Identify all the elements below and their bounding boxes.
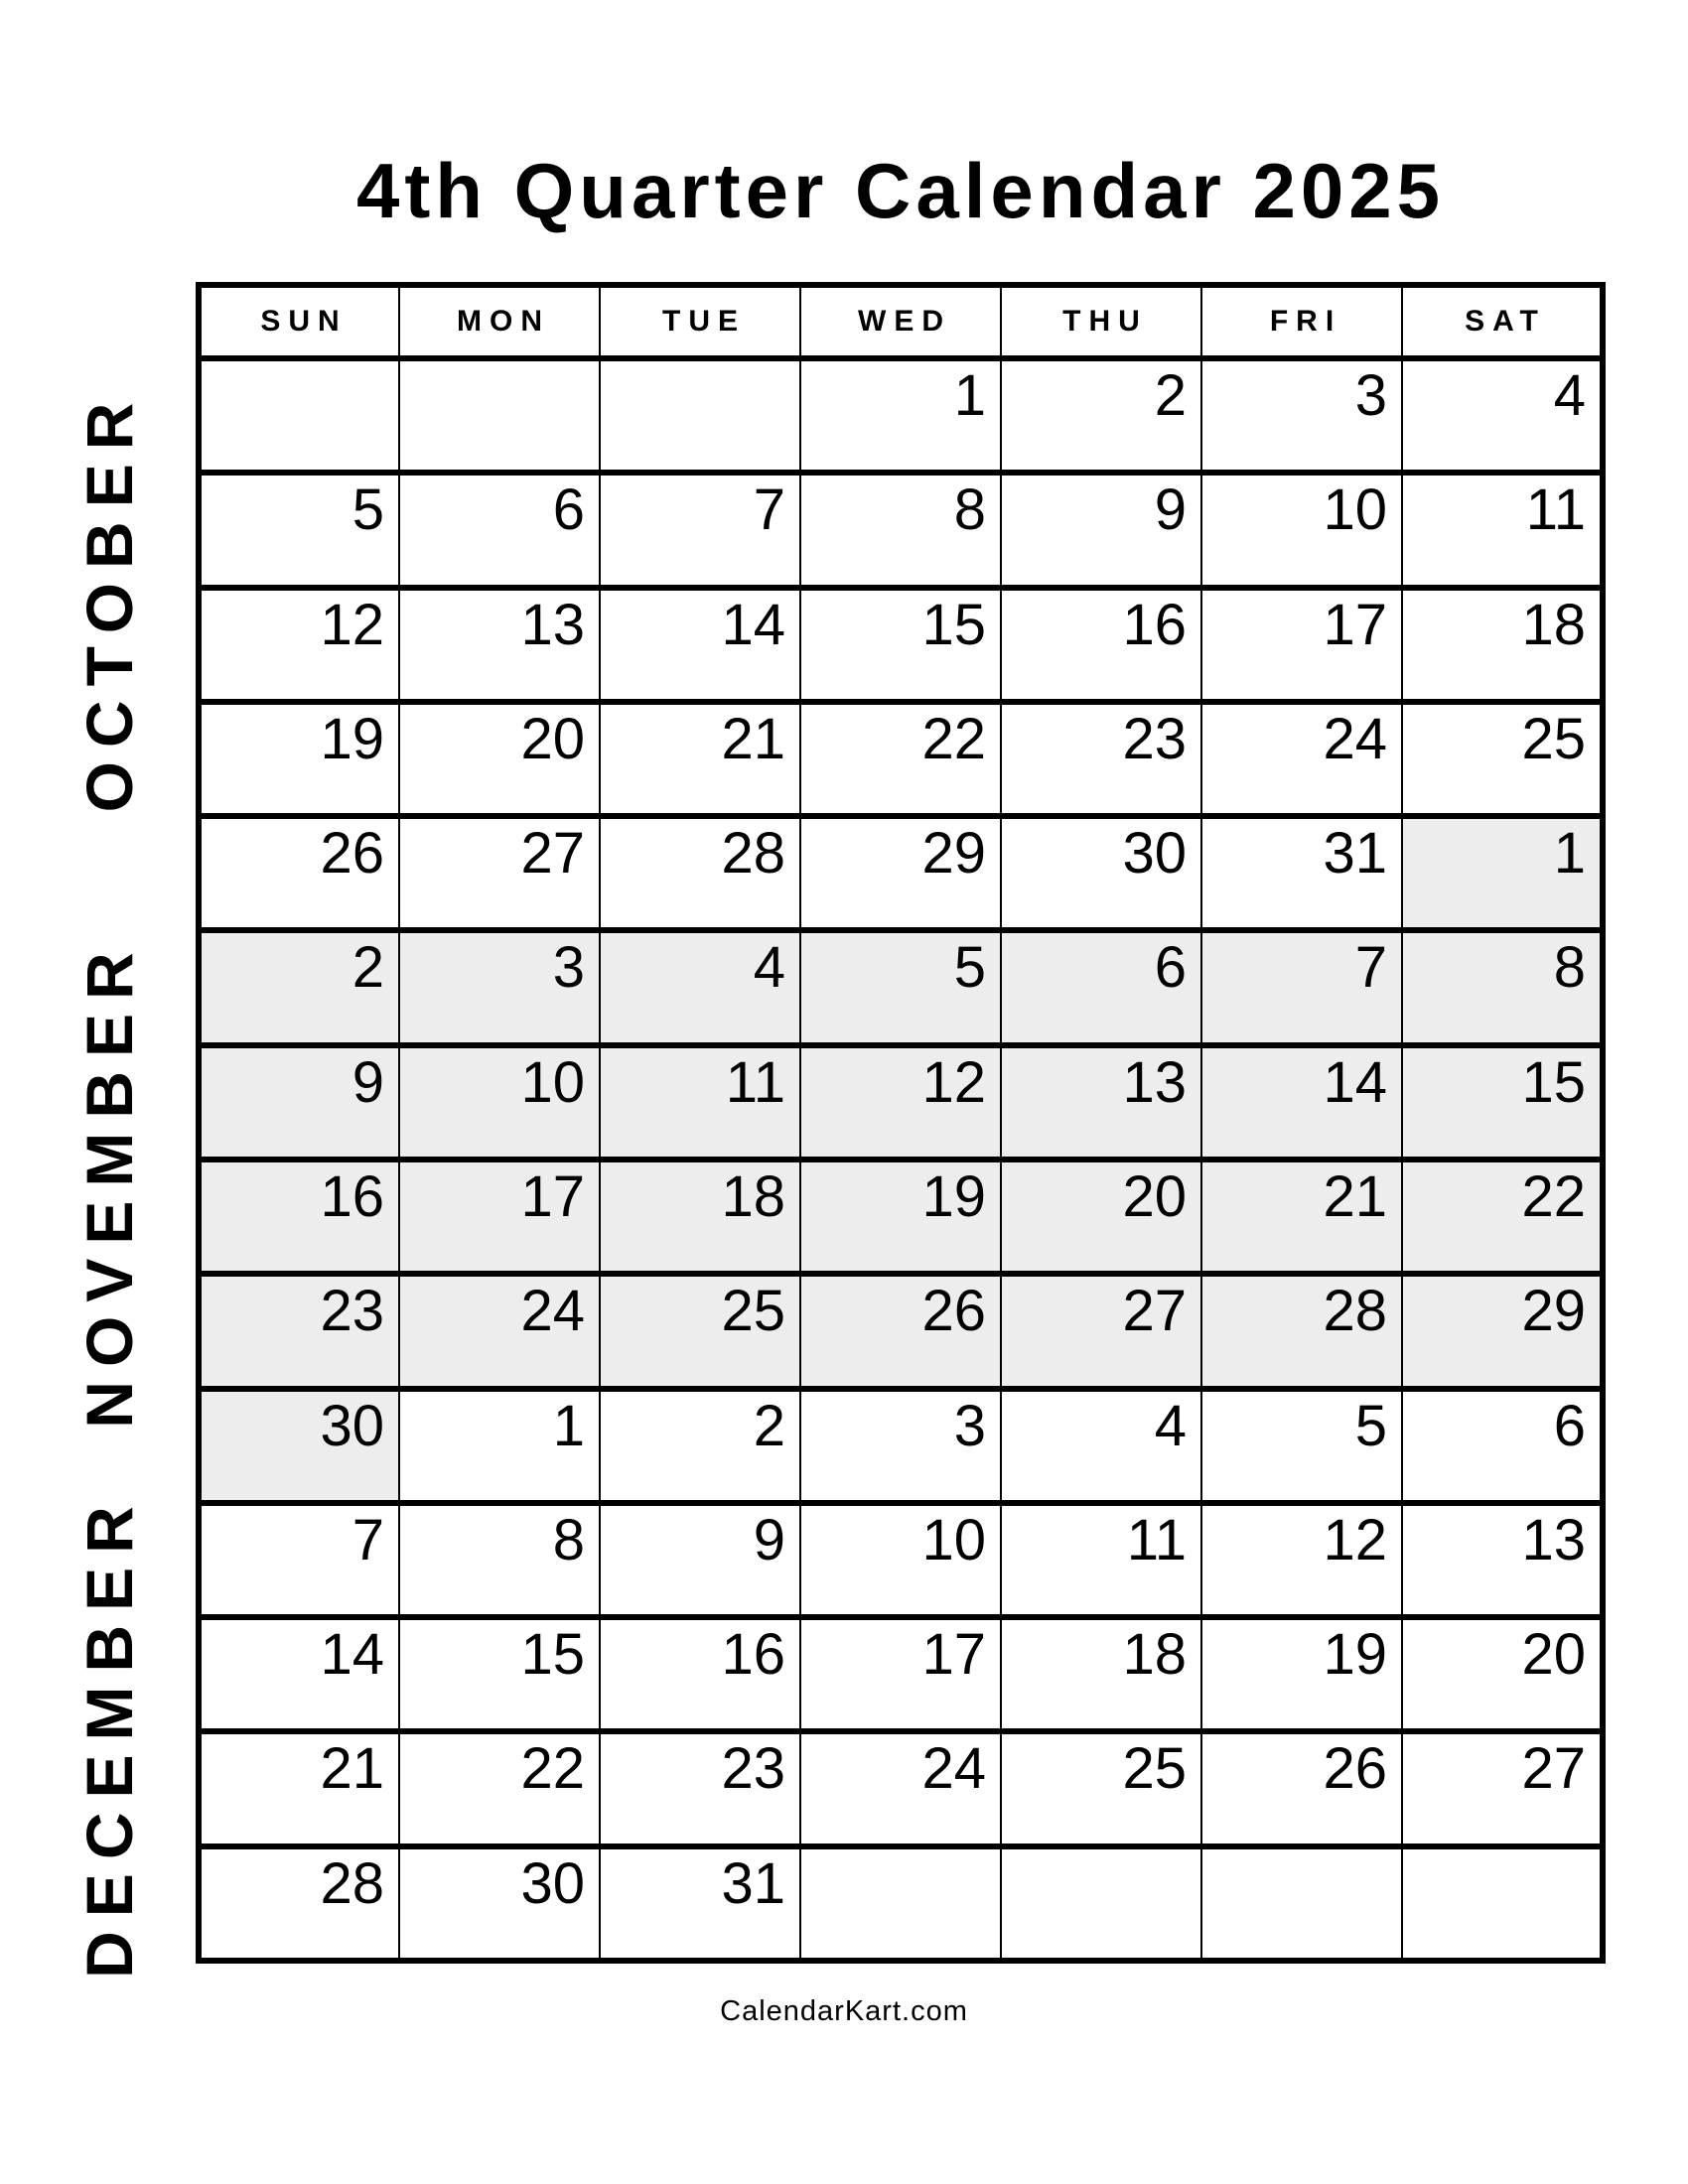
day-cell: 27 [1402, 1731, 1603, 1845]
day-cell: 29 [1402, 1274, 1603, 1388]
day-cell: 11 [1402, 473, 1603, 587]
day-cell: 24 [399, 1274, 600, 1388]
day-cell: 1 [1402, 816, 1603, 930]
day-cell: 26 [199, 816, 399, 930]
day-cell: 19 [199, 702, 399, 816]
day-cell: 20 [1001, 1160, 1201, 1274]
day-cell: 17 [800, 1617, 1001, 1731]
day-cell [600, 358, 800, 473]
day-cell: 17 [399, 1160, 600, 1274]
day-cell: 26 [1201, 1731, 1402, 1845]
day-cell: 14 [199, 1617, 399, 1731]
calendar-row [199, 1503, 1603, 1617]
day-cell: 27 [1001, 1274, 1201, 1388]
day-cell [800, 1846, 1001, 1961]
calendar-row [199, 702, 1603, 816]
weekday-cell: MON [399, 285, 600, 358]
day-cell: 12 [800, 1045, 1001, 1160]
day-cell: 3 [399, 930, 600, 1044]
day-cell: 13 [1402, 1503, 1603, 1617]
day-cell: 8 [1402, 930, 1603, 1044]
day-cell: 20 [1402, 1617, 1603, 1731]
day-cell: 16 [199, 1160, 399, 1274]
day-cell: 13 [1001, 1045, 1201, 1160]
day-cell: 5 [199, 473, 399, 587]
day-cell: 7 [1201, 930, 1402, 1044]
day-cell: 15 [1402, 1045, 1603, 1160]
day-cell: 2 [600, 1389, 800, 1503]
day-cell: 10 [800, 1503, 1001, 1617]
day-cell: 5 [800, 930, 1001, 1044]
day-cell: 12 [199, 588, 399, 702]
day-cell: 29 [800, 816, 1001, 930]
calendar-row [199, 1617, 1603, 1731]
day-cell: 17 [1201, 588, 1402, 702]
calendar-row [199, 358, 1603, 473]
day-cell: 15 [399, 1617, 600, 1731]
weekday-cell: SAT [1402, 285, 1603, 358]
weekday-cell: THU [1001, 285, 1201, 358]
weekday-cell: TUE [600, 285, 800, 358]
month-label-december: DECEMBER [72, 1492, 146, 1979]
day-cell: 9 [600, 1503, 800, 1617]
day-cell: 22 [399, 1731, 600, 1845]
calendar-grid [196, 282, 1606, 1964]
calendar-row [199, 1160, 1603, 1274]
day-cell: 28 [600, 816, 800, 930]
day-cell: 15 [800, 588, 1001, 702]
day-cell: 25 [1001, 1731, 1201, 1845]
day-cell: 24 [800, 1731, 1001, 1845]
day-cell: 25 [1402, 702, 1603, 816]
calendar-row [199, 1389, 1603, 1503]
day-cell: 23 [199, 1274, 399, 1388]
day-cell [399, 358, 600, 473]
month-label-october: OCTOBER [72, 388, 146, 813]
day-cell: 19 [1201, 1617, 1402, 1731]
day-cell: 18 [600, 1160, 800, 1274]
day-cell: 18 [1402, 588, 1603, 702]
day-cell: 10 [399, 1045, 600, 1160]
weekday-cell: WED [800, 285, 1001, 358]
day-cell: 14 [600, 588, 800, 702]
day-cell [1001, 1846, 1201, 1961]
day-cell: 4 [1001, 1389, 1201, 1503]
day-cell: 7 [600, 473, 800, 587]
day-cell: 25 [600, 1274, 800, 1388]
day-cell: 10 [1201, 473, 1402, 587]
weekday-cell: SUN [199, 285, 399, 358]
day-cell [1201, 1846, 1402, 1961]
day-cell: 6 [1001, 930, 1201, 1044]
day-cell: 21 [1201, 1160, 1402, 1274]
month-label-november: NOVEMBER [72, 938, 146, 1429]
day-cell: 23 [1001, 702, 1201, 816]
day-cell: 5 [1201, 1389, 1402, 1503]
day-cell: 16 [600, 1617, 800, 1731]
day-cell: 22 [1402, 1160, 1603, 1274]
day-cell: 9 [1001, 473, 1201, 587]
day-cell: 18 [1001, 1617, 1201, 1731]
day-cell: 31 [600, 1846, 800, 1961]
day-cell: 4 [1402, 358, 1603, 473]
calendar-row [199, 473, 1603, 587]
day-cell: 2 [1001, 358, 1201, 473]
day-cell: 30 [1001, 816, 1201, 930]
day-cell: 2 [199, 930, 399, 1044]
calendar-row [199, 1274, 1603, 1388]
day-cell: 28 [1201, 1274, 1402, 1388]
day-cell: 20 [399, 702, 600, 816]
page-title: 4th Quarter Calendar 2025 [355, 147, 1446, 234]
day-cell: 11 [1001, 1503, 1201, 1617]
day-cell: 6 [399, 473, 600, 587]
calendar-row [199, 588, 1603, 702]
day-cell: 28 [199, 1846, 399, 1961]
weekday-row [199, 285, 1603, 358]
day-cell: 3 [800, 1389, 1001, 1503]
calendar-row [199, 1731, 1603, 1845]
calendar-row [199, 816, 1603, 930]
day-cell: 1 [800, 358, 1001, 473]
day-cell: 3 [1201, 358, 1402, 473]
day-cell: 26 [800, 1274, 1001, 1388]
calendar-row [199, 930, 1603, 1044]
day-cell: 27 [399, 816, 600, 930]
day-cell: 31 [1201, 816, 1402, 930]
calendar-body [199, 358, 1603, 1961]
day-cell: 21 [600, 702, 800, 816]
day-cell: 7 [199, 1503, 399, 1617]
day-cell: 8 [800, 473, 1001, 587]
day-cell: 19 [800, 1160, 1001, 1274]
day-cell: 9 [199, 1045, 399, 1160]
weekday-cell: FRI [1201, 285, 1402, 358]
day-cell: 21 [199, 1731, 399, 1845]
day-cell: 8 [399, 1503, 600, 1617]
day-cell [199, 358, 399, 473]
day-cell: 23 [600, 1731, 800, 1845]
day-cell: 6 [1402, 1389, 1603, 1503]
day-cell: 30 [199, 1389, 399, 1503]
day-cell: 14 [1201, 1045, 1402, 1160]
calendar-row [199, 1846, 1603, 1961]
calendar-row [199, 1045, 1603, 1160]
day-cell: 11 [600, 1045, 800, 1160]
day-cell: 24 [1201, 702, 1402, 816]
day-cell: 22 [800, 702, 1001, 816]
footer-watermark: CalendarKart.com [720, 1995, 968, 2027]
day-cell [1402, 1846, 1603, 1961]
day-cell: 4 [600, 930, 800, 1044]
day-cell: 1 [399, 1389, 600, 1503]
day-cell: 13 [399, 588, 600, 702]
day-cell: 12 [1201, 1503, 1402, 1617]
day-cell: 16 [1001, 588, 1201, 702]
day-cell: 30 [399, 1846, 600, 1961]
